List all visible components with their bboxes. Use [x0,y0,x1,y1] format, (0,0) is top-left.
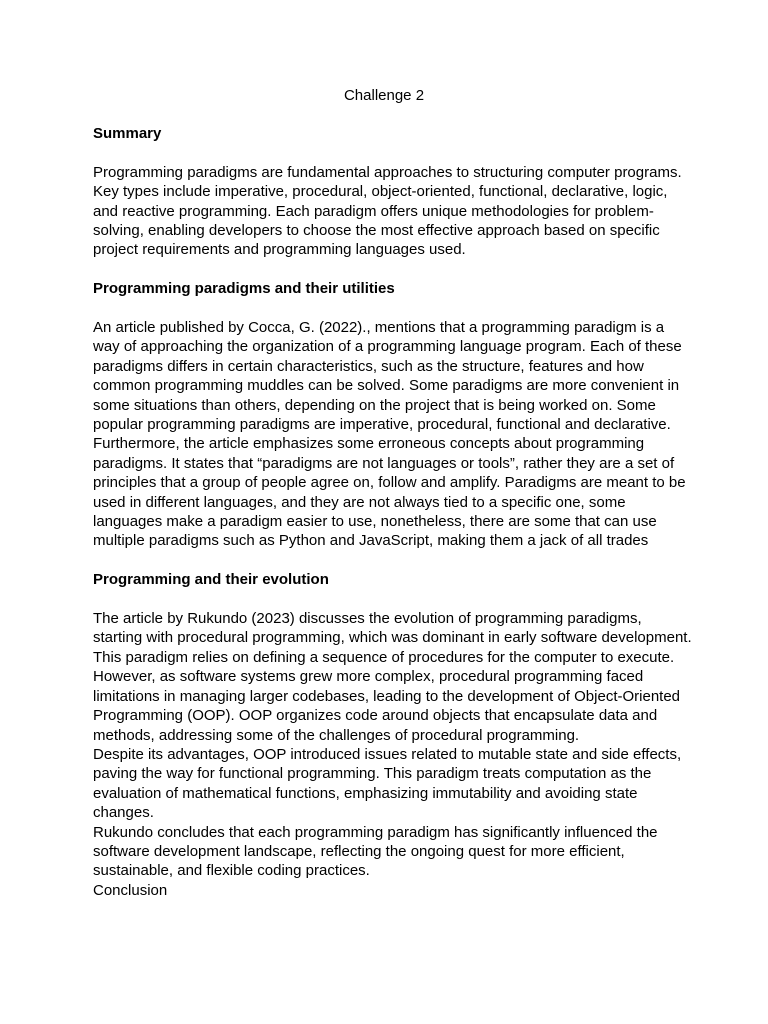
spacer [93,551,693,570]
conclusion-label: Conclusion [93,881,168,899]
document-title: Challenge 2 [343,87,425,104]
summary-heading: Summary [93,125,162,142]
spacer [93,260,693,279]
spacer [93,143,693,162]
utilities-heading: Programming paradigms and their utilities [93,280,395,298]
document-body [93,124,693,900]
utilities-paragraph: An article published by Cocca, G. (2022)., mentions that a programming paradigm is a way of approaching the organization of a programming language program. Each of these paradigms differs in certain characteristics, such as the structure, features and how common programming muddles can be solved. Some paradigms are more convenient in some situations than others, depending on the project that is being worked on. Some popular programming paradigms are imperative, procedural, functional and declarative. Furthermore, the article emphasizes some erroneous concepts about programming paradigms. It states that “paradigms are not languages or tools”, rather they are a set of principles that a group of people agree on, follow and amplify. Paradigms are meant to be used in different languages, and they are not always tied to a specific one, some languages make a paradigm easier to use, nonetheless, there are some that can use multiple paradigms such as Python and JavaScript, making them a jack of all trades [93,319,686,550]
evolution-paragraph-2: Despite its advantages, OOP introduced issues related to mutable state and side effects, paving the way for functional programming. This paradigm treats computation as the evaluation of mathematical functions, emphasizing immutability and avoiding state changes. [93,745,682,822]
spacer [93,590,693,609]
evolution-paragraph-1: The article by Rukundo (2023) discusses the evolution of programming paradigms, starting with procedural programming, which was dominant in early software development. This paradigm relies on defining a sequence of procedures for the computer to execute. However, as software systems grew more complex, procedural programming faced limitations in managing larger codebases, leading to the development of Object-Oriented Programming (OOP). OOP organizes code around objects that encapsulate data and methods, addressing some of the challenges of procedural programming. [93,610,692,744]
evolution-heading: Programming and their evolution [93,571,329,589]
evolution-paragraph-3: Rukundo concludes that each programming paradigm has significantly influenced the software development landscape, reflecting the ongoing quest for more efficient, sustainable, and flexible coding practices. [93,823,658,880]
spacer [93,299,693,318]
summary-paragraph: Programming paradigms are fundamental approaches to structuring computer programs. Key types include imperative, procedural, object-oriented, functional, declarative, logic, and reactive programming. Each paradigm offers unique methodologies for problem-solving, enabling developers to choose the most effective approach based on specific project requirements and programming languages used. [93,163,682,259]
